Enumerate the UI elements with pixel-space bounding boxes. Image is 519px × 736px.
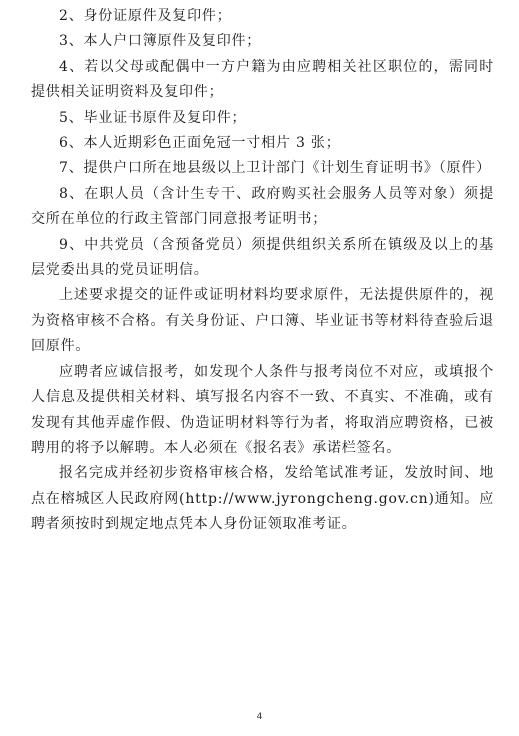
- requirement-item-3: 3、本人户口簿原件及复印件；: [59, 33, 262, 50]
- requirement-item-2: 2、身份证原件及复印件；: [59, 8, 232, 24]
- document-body: [31, 4, 494, 538]
- requirement-item-9: 9、中共党员（含预备党员）须提供组织关系所在镇级及以上的基层党委出具的党员证明信。: [31, 236, 494, 279]
- requirement-item-4: 4、若以父母或配偶中一方户籍为由应聘相关社区职位的，需同时提供相关证明资料及复印件；: [31, 58, 494, 101]
- requirement-item-7: 7、提供户口所在地县级以上卫计部门《计划生育证明书》（原件）: [59, 160, 491, 177]
- requirement-item-5: 5、毕业证书原件及复印件；: [59, 109, 247, 126]
- page-number: 4: [256, 712, 263, 722]
- requirement-item-8: 8、在职人员（含计生专干、政府购买社会服务人员等对象）须提交所在单位的行政主管部门同意报考证明书；: [31, 185, 494, 228]
- admission-ticket-paragraph: 报名完成并经初步资格审核合格，发给笔试准考证，发放时间、地点在榕城区人民政府网(http://www.jyrongcheng.gov.cn)通知。应聘者须按时到规定地点凭本人身份证领取准考证。: [31, 465, 494, 533]
- original-documents-paragraph: 上述要求提交的证件或证明材料均要求原件，无法提供原件的，视为资格审核不合格。有关身份证、户口簿、毕业证书等材料待查验后退回原件。: [31, 287, 494, 355]
- integrity-paragraph: 应聘者应诚信报考，如发现个人条件与报考岗位不对应，或填报个人信息及提供相关材料、填写报名内容不一致、不真实、不准确，或有发现有其他弄虚作假、伪造证明材料等行为者，将取消应聘资格，已被聘用的将予以解聘。本人必须在《报名表》承诺栏签名。: [31, 363, 494, 456]
- requirement-item-6: 6、本人近期彩色正面免冠一寸相片 3 张；: [59, 135, 341, 152]
